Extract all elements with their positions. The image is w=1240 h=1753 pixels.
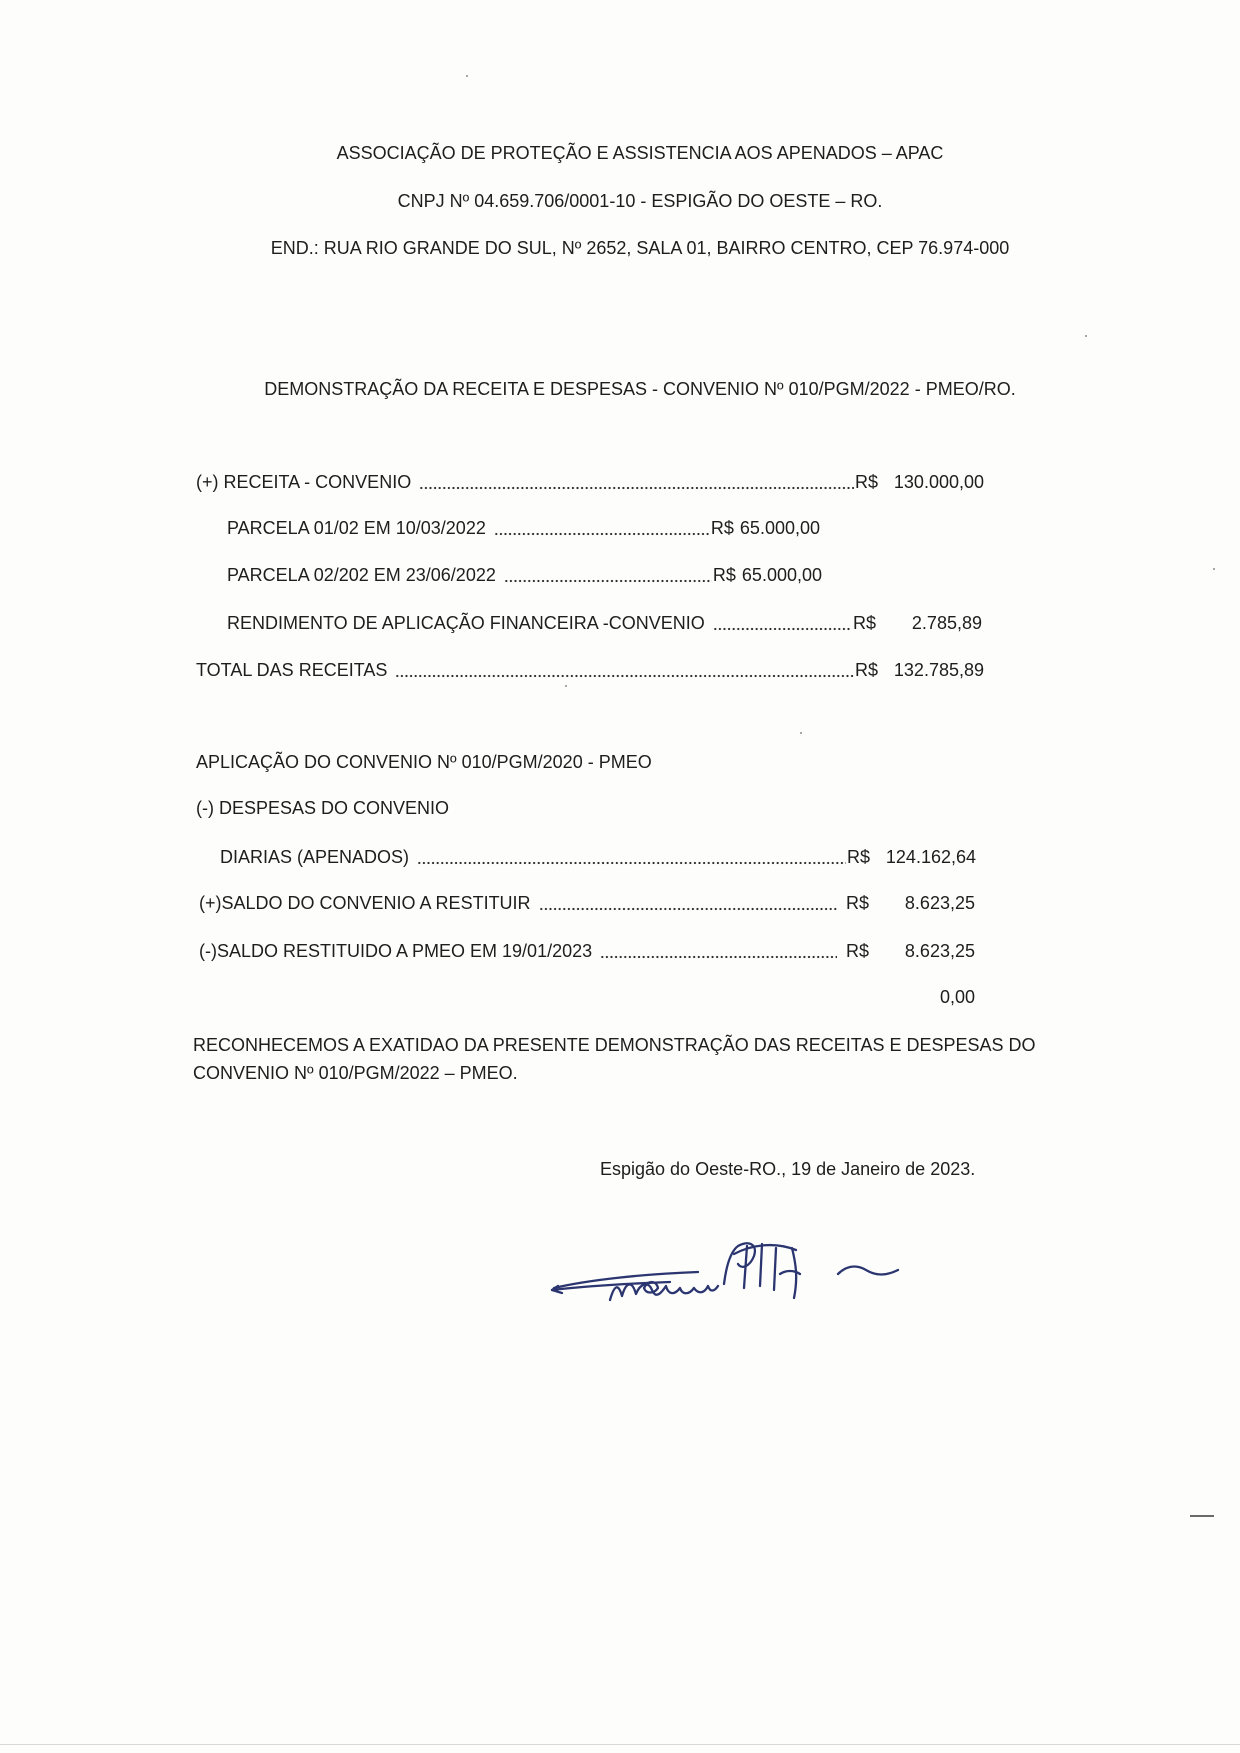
row-label: (+) RECEITA - CONVENIO <box>196 472 412 492</box>
cnpj-line: CNPJ Nº 04.659.706/0001-10 - ESPIGÃO DO OESTE – RO. <box>397 191 883 211</box>
dot-leader <box>419 471 854 493</box>
row-label: (+)SALDO DO CONVENIO A RESTITUIR <box>199 893 531 913</box>
row-amount: 8.623,25 <box>904 941 975 961</box>
aplicacao-title: APLICAÇÃO DO CONVENIO Nº 010/PGM/2020 - PMEO <box>196 752 652 772</box>
row-label: TOTAL DAS RECEITAS <box>196 660 388 680</box>
saldo-restituir-row <box>199 892 975 914</box>
row-amount: 132.785,89 <box>893 660 984 680</box>
scan-bottom-edge <box>0 1744 1240 1745</box>
currency-symbol: R$ <box>710 518 734 538</box>
dot-leader <box>713 612 852 634</box>
diarias-row <box>220 846 976 868</box>
row-label: (-)SALDO RESTITUIDO A PMEO EM 19/01/2023 <box>199 941 593 961</box>
rendimento-row <box>227 612 982 634</box>
dot-leader <box>395 659 854 681</box>
parcela-01-row <box>227 517 820 539</box>
row-label: PARCELA 01/02 EM 10/03/2022 <box>227 518 486 538</box>
dot-leader <box>539 892 837 914</box>
currency-symbol: R$ <box>845 893 869 913</box>
despesas-subtitle: (-) DESPESAS DO CONVENIO <box>196 798 450 818</box>
handwritten-signature-icon <box>548 1230 938 1314</box>
dot-leader <box>600 940 837 962</box>
row-label: PARCELA 02/202 EM 23/06/2022 <box>227 565 496 585</box>
address-line: END.: RUA RIO GRANDE DO SUL, Nº 2652, SALA 01, BAIRRO CENTRO, CEP 76.974-000 <box>270 238 1010 258</box>
row-label: DIARIAS (APENADOS) <box>220 847 410 867</box>
scan-speck <box>466 75 468 77</box>
currency-symbol: R$ <box>712 565 736 585</box>
dot-leader <box>417 846 846 868</box>
row-amount: 8.623,25 <box>904 893 975 913</box>
scan-speck <box>565 685 567 687</box>
saldo-restituido-row <box>199 940 975 962</box>
scan-speck <box>800 732 802 734</box>
row-amount: 65.000,00 <box>741 565 822 585</box>
scan-speck <box>1085 335 1087 337</box>
dot-leader <box>494 517 710 539</box>
total-receitas-row <box>196 659 984 681</box>
row-amount: 130.000,00 <box>893 472 984 492</box>
place-date: Espigão do Oeste-RO., 19 de Janeiro de 2023. <box>600 1159 976 1179</box>
currency-symbol: R$ <box>852 613 876 633</box>
scan-speck <box>1213 568 1215 570</box>
row-label: RENDIMENTO DE APLICAÇÃO FINANCEIRA -CONVENIO <box>227 613 705 633</box>
row-amount: 65.000,00 <box>739 518 820 538</box>
org-name: ASSOCIAÇÃO DE PROTEÇÃO E ASSISTENCIA AOS APENADOS – APAC <box>336 143 944 163</box>
currency-symbol: R$ <box>846 847 870 867</box>
row-amount: 2.785,89 <box>911 613 982 633</box>
margin-dash-mark <box>1190 1515 1214 1517</box>
row-amount: 124.162,64 <box>885 847 976 867</box>
final-balance: 0,00 <box>939 987 975 1007</box>
parcela-02-row <box>227 564 822 586</box>
currency-symbol: R$ <box>854 472 878 492</box>
statement-line-1: RECONHECEMOS A EXATIDAO DA PRESENTE DEMONSTRAÇÃO DAS RECEITAS E DESPESAS DO <box>193 1035 1036 1055</box>
currency-symbol: R$ <box>845 941 869 961</box>
statement-line-2: CONVENIO Nº 010/PGM/2022 – PMEO. <box>193 1063 518 1083</box>
document-title: DEMONSTRAÇÃO DA RECEITA E DESPESAS - CONVENIO Nº 010/PGM/2022 - PMEO/RO. <box>264 379 1016 399</box>
receita-convenio-row <box>196 471 984 493</box>
dot-leader <box>504 564 712 586</box>
currency-symbol: R$ <box>854 660 878 680</box>
